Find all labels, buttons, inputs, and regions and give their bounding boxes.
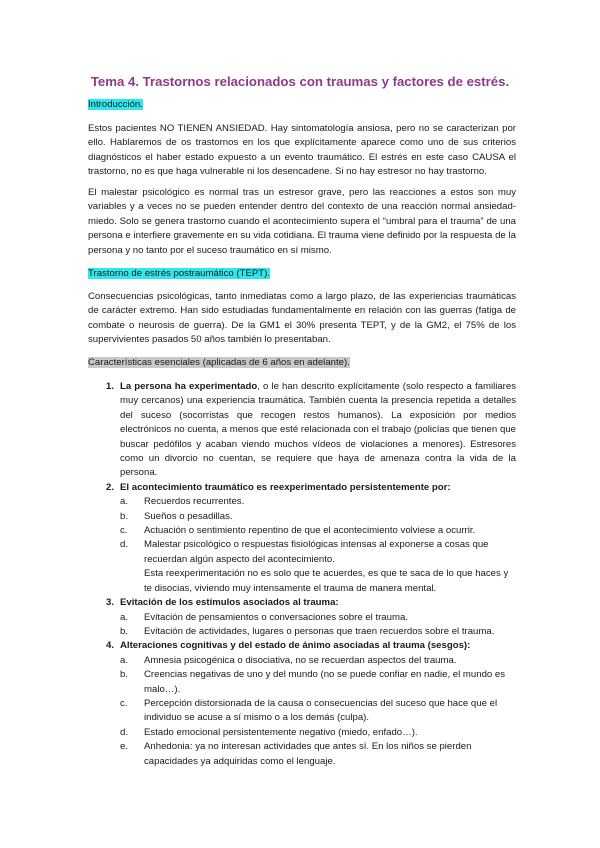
section-heading-tept xyxy=(88,267,516,281)
section-heading-features xyxy=(88,356,516,370)
sub-item: b. Creencias negativas de uno y del mundo (no se puede confiar en nadie, el mundo es malo…). xyxy=(120,669,506,695)
list-item xyxy=(88,639,516,653)
item-body xyxy=(120,481,516,495)
tept-paragraph-1: Consecuencias psicológicas, tanto inmediatas como a largo plazo, de las experiencias traumáticas de carácter extremo. Han sido estudiadas fundamentalmente en relación con las guerras (fatiga de combate o neurosis de guerra). De la GM1 el 30% presenta TEPT, y de la GM2, el 75% de los supervivientes pasados 50 años también lo presentaban. xyxy=(88,291,516,346)
features-heading: Características esenciales (aplicadas de 6 años en adelante). xyxy=(88,357,350,368)
item-body xyxy=(120,596,516,610)
list-item xyxy=(88,596,516,610)
list-item xyxy=(88,380,516,481)
item2-title: El acontecimiento traumático es reexperimentado persistentemente por: xyxy=(120,481,451,493)
item4-title: Alteraciones cognitivas y del estado de ánimo asociadas al trauma (sesgos): xyxy=(120,640,471,652)
tept-heading: Trastorno de estrés postraumático (TEPT). xyxy=(88,268,270,279)
item1-text: , o le han descrito explícitamente (solo respecto a familiares muy cercanos) una experiencia traumática. También cuenta la presencia repetida a detalles del suceso (socorristas que recogen restos humanos). La exposición por medios electrónicos no cuenta, a menos que esté relacionada con el trabajo (policías que tienen que buscar pedófilos y acaban viendo muchos vídeos de violaciones a menores). Estresores como un divorcio no cuentan, se requiere que haya de amenaza contra la vida de la persona. xyxy=(120,381,517,479)
sub-item: e. Anhedonia: ya no interesan actividades que antes sí. En los niños se pierden capacidades ya adquiridas como el lenguaje. xyxy=(120,741,472,767)
sub-item: c. Percepción distorsionada de la causa o consecuencias del suceso que hace que el individuo se acuse a sí mismo o a los demás (culpa). xyxy=(120,697,498,724)
page-title: Tema 4. Trastornos relacionados con traumas y factores de estrés. xyxy=(90,74,510,89)
item2-note: Esta reexperimentación no es solo que te acuerdes, es que te saca de lo que haces y te disocias, viviendo muy intensamente el trauma de manera mental. xyxy=(144,568,509,594)
item-body xyxy=(120,639,516,653)
intro-heading: Introducción. xyxy=(88,99,143,110)
sub-item: a. Evitación de pensamientos o conversaciones sobre el trauma. xyxy=(120,611,408,623)
sub-item: a. Recuerdos recurrentes. xyxy=(120,496,245,508)
item-number: 3. xyxy=(106,597,115,609)
sub-item: c. Actuación o sentimiento repentino de que el acontecimiento volviese a ocurrir. xyxy=(120,525,476,537)
section-heading-intro xyxy=(88,98,516,112)
item-number: 2. xyxy=(106,481,115,493)
sub-item: d. Malestar psicológico o respuestas fisiológicas intensas al exponerse a cosas que recuerdan algún aspecto del acontecimiento. xyxy=(120,539,489,565)
intro-paragraph-2: El malestar psicológico es normal tras un estresor grave, pero las reacciones a estos son muy variables y a veces no se pueden entender dentro del contexto de una reacción normal ansiedad- miedo. Solo se genera trastorno cuando el acontecimiento supera el “umbral para el trauma” de una persona e interfiere gravemente en su vida cotidiana. El trauma viene definido por la respuesta de la persona y no tanto por el suceso traumático en sí mismo. xyxy=(88,187,516,256)
intro-paragraph-1: Estos pacientes NO TIENEN ANSIEDAD. Hay sintomatología ansiosa, pero no se caracterizan por ello. Hablaremos de os trastornos en los que explícitamente aparece como uno de sus criterios diagnósticos el haber estado expuesto a un evento traumático. El estrés en este caso CAUSA el trastorno, no es que haga vulnerable ni los desencadene. Si no hay estresor no hay trastorno. xyxy=(88,123,516,178)
item-number: 4. xyxy=(106,640,115,652)
item-body xyxy=(120,380,516,481)
list-item xyxy=(88,481,516,495)
sub-item: b. Sueños o pesadillas. xyxy=(120,510,233,522)
sub-item: d. Estado emocional persistentemente negativo (miedo, enfado…). xyxy=(120,726,418,738)
item1-bold: La persona ha experimentado xyxy=(120,381,258,392)
item-number: 1. xyxy=(106,381,115,392)
item3-title: Evitación de los estímulos asociados al trauma: xyxy=(120,597,339,609)
sub-item: b. Evitación de actividades, lugares o personas que traen recuerdos sobre el trauma. xyxy=(120,625,495,637)
sub-item: a. Amnesia psicogénica o disociativa, no se recuerdan aspectos del trauma. xyxy=(120,654,457,666)
features-list xyxy=(88,380,516,769)
